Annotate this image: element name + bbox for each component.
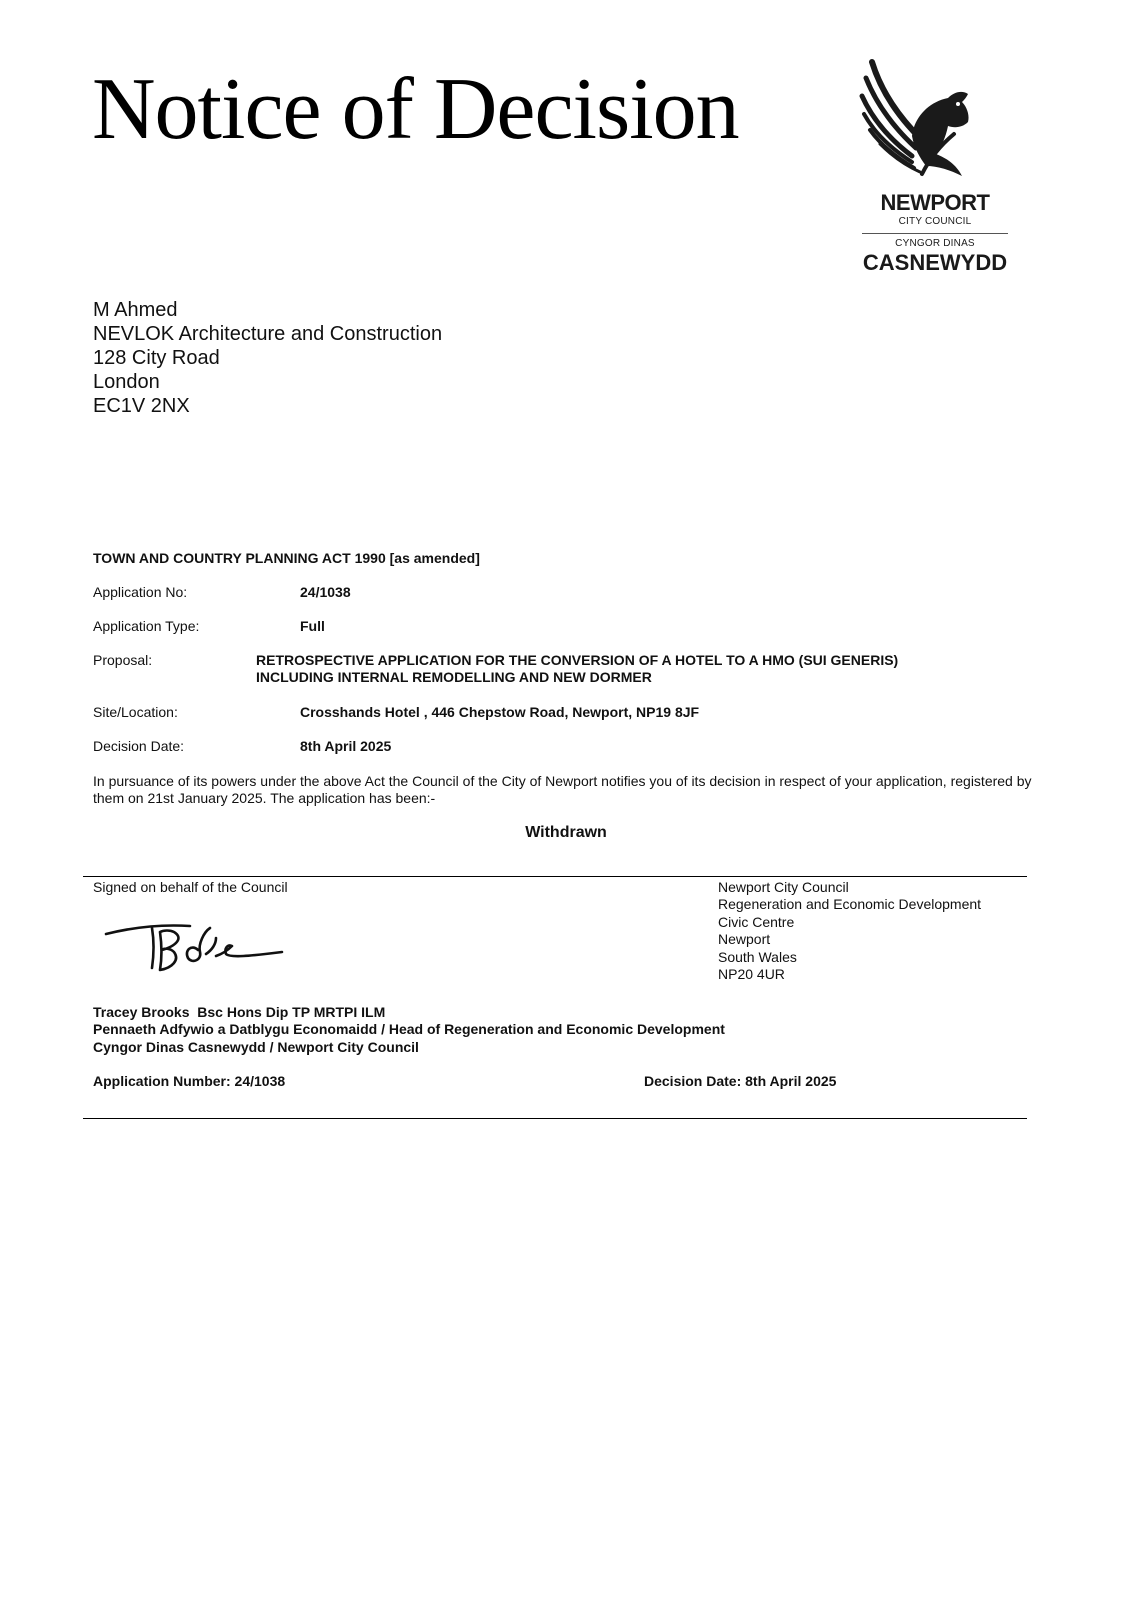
- council-address: [718, 879, 981, 983]
- decision-date-label: Decision Date:: [93, 738, 185, 754]
- recipient-street: 128 City Road: [93, 347, 220, 369]
- logo-name-line1: NEWPORT: [880, 190, 990, 215]
- council-address-line6: NP20 4UR: [718, 966, 785, 983]
- application-no-value: 24/1038: [300, 584, 351, 600]
- logo-divider: [862, 233, 1008, 234]
- signature-image: [100, 910, 290, 980]
- griffin-icon: [850, 58, 1020, 188]
- signatory-org: Cyngor Dinas Casnewydd / Newport City Council: [93, 1038, 419, 1055]
- decision-date-value: 8th April 2025: [300, 738, 392, 754]
- application-no-label: Application No:: [93, 584, 188, 600]
- application-type-label: Application Type:: [93, 618, 200, 634]
- site-label: Site/Location:: [93, 704, 178, 720]
- signatory-role: Pennaeth Adfywio a Datblygu Economaidd / Head of Regeneration and Economic Development: [93, 1021, 725, 1038]
- application-type-value: Full: [300, 618, 325, 634]
- council-logo: [850, 58, 1020, 280]
- council-address-line4: Newport: [718, 931, 771, 948]
- proposal-label: Proposal:: [93, 652, 153, 668]
- logo-name-line2: CITY COUNCIL: [898, 216, 972, 227]
- signatory-block: [93, 1004, 725, 1056]
- divider-top: [83, 876, 1027, 877]
- recipient-city: London: [93, 371, 160, 393]
- recipient-name: M Ahmed: [93, 299, 178, 321]
- council-address-line3: Civic Centre: [718, 913, 795, 930]
- signatory-name: Tracey Brooks Bsc Hons Dip TP MRTPI ILM: [93, 1004, 386, 1020]
- signed-label: Signed on behalf of the Council: [93, 879, 288, 895]
- footer-decision-date: Decision Date: 8th April 2025: [644, 1073, 837, 1089]
- divider-bottom: [83, 1118, 1027, 1119]
- council-address-line5: South Wales: [718, 948, 797, 965]
- page-title: Notice of Decision: [92, 61, 739, 158]
- act-heading: TOWN AND COUNTRY PLANNING ACT 1990 [as amended]: [93, 550, 480, 566]
- proposal-line2: INCLUDING INTERNAL REMODELLING AND NEW DORMER: [256, 669, 652, 685]
- council-address-line1: Newport City Council: [718, 879, 849, 895]
- decision-outcome: Withdrawn: [525, 824, 607, 841]
- logo-welsh-line1: CYNGOR DINAS: [895, 238, 975, 249]
- site-value: Crosshands Hotel , 446 Chepstow Road, Newport, NP19 8JF: [300, 704, 700, 720]
- recipient-postcode: EC1V 2NX: [93, 395, 190, 417]
- recipient-company: NEVLOK Architecture and Construction: [93, 323, 443, 345]
- recipient-address: [93, 298, 442, 418]
- proposal-line1: RETROSPECTIVE APPLICATION FOR THE CONVERSION OF A HOTEL TO A HMO (SUI GENERIS): [256, 652, 899, 668]
- logo-welsh-line2: CASNEWYDD: [862, 250, 1008, 275]
- footer-application-number: Application Number: 24/1038: [93, 1073, 286, 1089]
- council-address-line2: Regeneration and Economic Development: [718, 896, 982, 913]
- intro-paragraph: In pursuance of its powers under the above Act the Council of the City of Newport notifies you of its decision in respect of your application, registered by them on 21st January 2025. The application has been:-: [93, 773, 1032, 806]
